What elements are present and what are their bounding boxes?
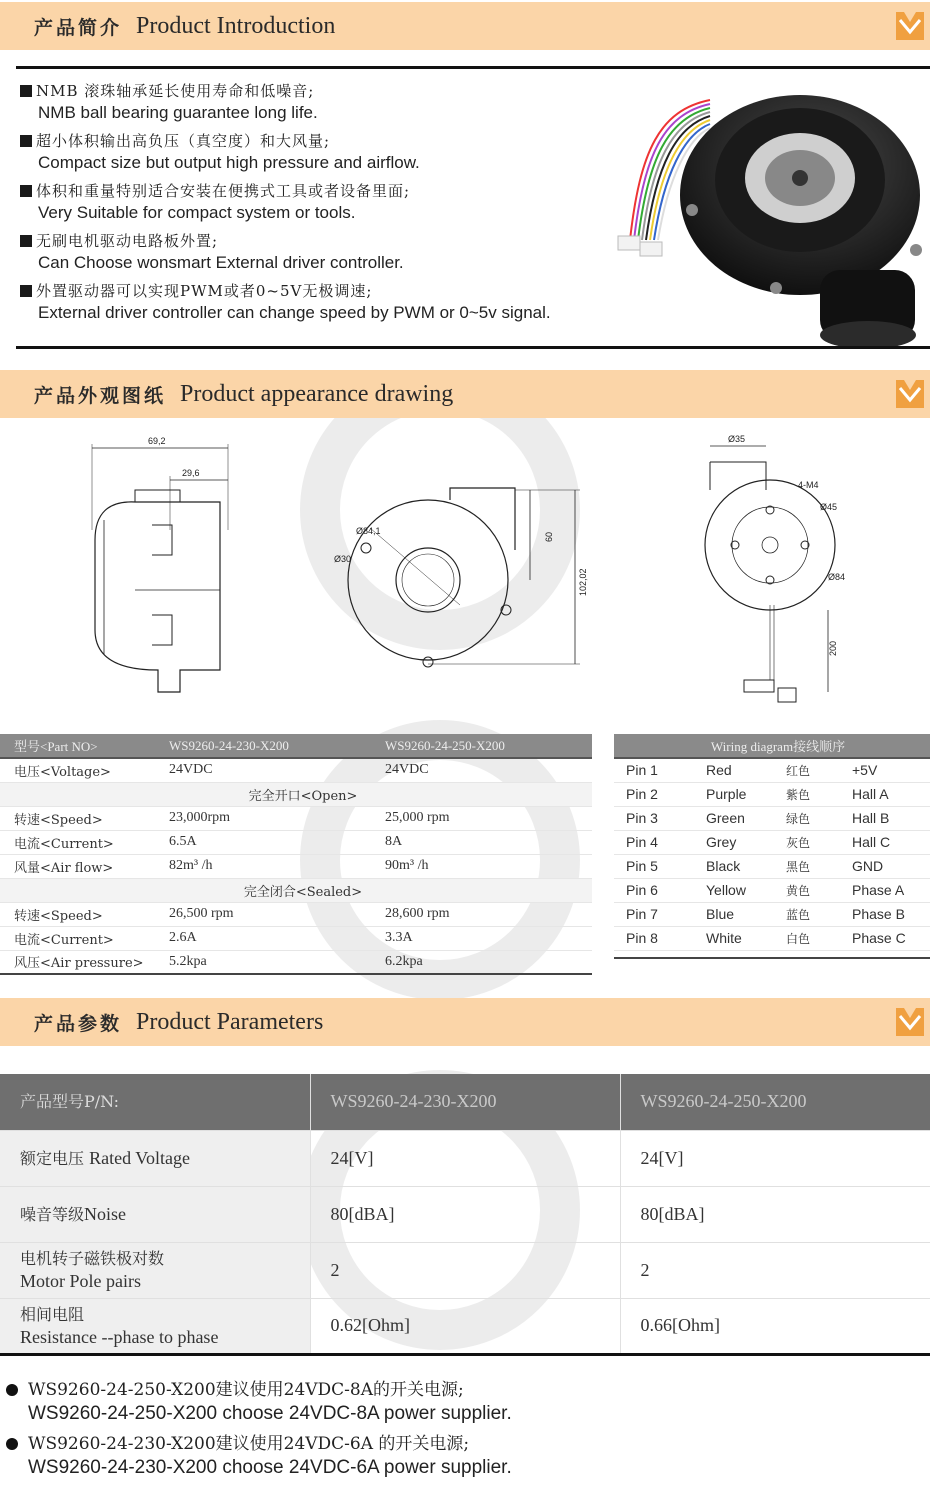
dim-front-d84: Ø84,1 bbox=[356, 526, 381, 536]
note-item bbox=[0, 1378, 930, 1426]
table-row bbox=[0, 854, 592, 878]
feature-list bbox=[20, 80, 660, 330]
row-label: 转速<Speed> bbox=[0, 806, 155, 830]
signal-cell: Phase C bbox=[840, 926, 930, 950]
row-value: 24VDC bbox=[371, 758, 592, 782]
note-item bbox=[0, 1432, 930, 1480]
feature-item bbox=[20, 80, 660, 124]
label-en: Rated Voltage bbox=[89, 1147, 190, 1168]
dim-back-d35: Ø35 bbox=[728, 434, 746, 444]
note-cn: WS9260-24-250-X200建议使用24VDC-8A的开关电源; bbox=[28, 1380, 464, 1400]
table-row bbox=[0, 950, 592, 974]
drawing-title-cn: 产品外观图纸 bbox=[34, 384, 167, 407]
table-row bbox=[614, 854, 930, 878]
table-row bbox=[614, 878, 930, 902]
signal-cell: Hall A bbox=[840, 782, 930, 806]
feature-cn: 超小体积输出高负压（真空度）和大风量; bbox=[20, 130, 660, 152]
dim-side-width: 69,2 bbox=[148, 436, 166, 446]
row-value: 82m³ /h bbox=[155, 854, 371, 878]
pin-cell: Pin 1 bbox=[614, 758, 694, 782]
row-label bbox=[0, 1186, 310, 1242]
pin-cell: Pin 8 bbox=[614, 926, 694, 950]
dim-front-d30: Ø30 bbox=[334, 554, 352, 564]
feature-item bbox=[20, 130, 660, 174]
signal-cell: +5V bbox=[840, 758, 930, 782]
table-row bbox=[0, 806, 592, 830]
side-view-drawing bbox=[80, 430, 250, 710]
row-value: 3.3A bbox=[371, 926, 592, 950]
header-cell: WS9260-24-230-X200 bbox=[155, 734, 371, 758]
table-row bbox=[614, 806, 930, 830]
row-label: 风量<Air flow> bbox=[0, 854, 155, 878]
dim-front-60: 60 bbox=[544, 531, 554, 542]
feature-cn: 体积和重量特别适合安装在便携式工具或者设备里面; bbox=[20, 180, 660, 202]
row-label: 电流<Current> bbox=[0, 926, 155, 950]
row-value: 2 bbox=[620, 1242, 930, 1298]
table-row bbox=[614, 950, 930, 958]
chevron-down-icon bbox=[896, 1008, 924, 1036]
note-en: WS9260-24-250-X200 choose 24VDC-8A power supplier. bbox=[28, 1403, 512, 1424]
table-row bbox=[0, 1242, 930, 1298]
feature-en: External driver controller can change speed by PWM or 0~5v signal. bbox=[38, 303, 551, 322]
drawing-title-en: Product appearance drawing bbox=[180, 380, 454, 407]
table-row bbox=[614, 830, 930, 854]
color-cn-cell: 灰色 bbox=[774, 830, 840, 854]
signal-cell: GND bbox=[840, 854, 930, 878]
feature-cn: 外置驱动器可以实现PWM或者0~5V无极调速; bbox=[20, 280, 660, 302]
feature-en: NMB ball bearing guarantee long life. bbox=[38, 103, 318, 122]
color-cn-cell: 黄色 bbox=[774, 878, 840, 902]
table-row bbox=[0, 830, 592, 854]
signal-cell: Hall C bbox=[840, 830, 930, 854]
row-value: 0.62[Ohm] bbox=[310, 1298, 620, 1354]
blower-product-photo bbox=[600, 60, 930, 350]
color-cn-cell: 黑色 bbox=[774, 854, 840, 878]
feature-en: Can Choose wonsmart External driver controller. bbox=[38, 253, 404, 272]
wiring-header: Wiring diagram接线顺序 bbox=[614, 734, 930, 758]
pin-cell: Pin 3 bbox=[614, 806, 694, 830]
color-cell: Blue bbox=[694, 902, 774, 926]
feature-item bbox=[20, 180, 660, 224]
params-header-band bbox=[0, 998, 930, 1046]
label-cn: 额定电压 bbox=[20, 1148, 85, 1168]
row-value: 80[dBA] bbox=[620, 1186, 930, 1242]
dim-back-lead: 200 bbox=[828, 640, 838, 656]
note-en: WS9260-24-230-X200 choose 24VDC-6A power supplier. bbox=[28, 1457, 512, 1478]
row-value: 25,000 rpm bbox=[371, 806, 592, 830]
pin-cell: Pin 2 bbox=[614, 782, 694, 806]
dim-side-depth: 29,6 bbox=[182, 468, 200, 478]
label-cn: 电机转子磁铁极对数 bbox=[20, 1249, 165, 1268]
header-cell: WS9260-24-230-X200 bbox=[310, 1074, 620, 1130]
pin-cell: Pin 5 bbox=[614, 854, 694, 878]
row-value: 2 bbox=[310, 1242, 620, 1298]
row-value: 2.6A bbox=[155, 926, 371, 950]
pin-cell: Pin 7 bbox=[614, 902, 694, 926]
color-cell: Green bbox=[694, 806, 774, 830]
color-cell: Grey bbox=[694, 830, 774, 854]
table-header-row bbox=[0, 1074, 930, 1130]
dim-back-d45: Ø45 bbox=[820, 502, 838, 512]
row-value: 5.2kpa bbox=[155, 950, 371, 974]
row-label bbox=[0, 1130, 310, 1186]
intro-header-band bbox=[0, 2, 930, 50]
row-value: 24[V] bbox=[620, 1130, 930, 1186]
dim-front-102: 102,02 bbox=[578, 568, 588, 596]
row-value: 26,500 rpm bbox=[155, 902, 371, 926]
label-en: Noise bbox=[84, 1203, 127, 1224]
row-label: 电流<Current> bbox=[0, 830, 155, 854]
color-cell: Black bbox=[694, 854, 774, 878]
feature-item bbox=[20, 280, 660, 324]
row-value: 80[dBA] bbox=[310, 1186, 620, 1242]
signal-cell: Hall B bbox=[840, 806, 930, 830]
label-en: Resistance --phase to phase bbox=[20, 1326, 219, 1347]
chevron-down-icon bbox=[896, 380, 924, 408]
divider bbox=[16, 346, 930, 349]
row-value: 23,000rpm bbox=[155, 806, 371, 830]
label-cn: 相间电阻 bbox=[20, 1304, 85, 1324]
row-value: 6.2kpa bbox=[371, 950, 592, 974]
back-view-drawing bbox=[680, 430, 880, 720]
feature-en: Very Suitable for compact system or tools. bbox=[38, 203, 356, 222]
row-value: 24VDC bbox=[155, 758, 371, 782]
feature-item bbox=[20, 230, 660, 274]
table-section-row bbox=[0, 878, 592, 902]
table-row bbox=[0, 1186, 930, 1242]
section-label: 完全开口<Open> bbox=[0, 782, 592, 806]
row-value: 0.66[Ohm] bbox=[620, 1298, 930, 1354]
row-label: 转速<Speed> bbox=[0, 902, 155, 926]
color-cn-cell: 白色 bbox=[774, 926, 840, 950]
row-value: 90m³ /h bbox=[371, 854, 592, 878]
color-cell: White bbox=[694, 926, 774, 950]
label-en: Motor Pole pairs bbox=[20, 1271, 141, 1291]
row-value: 24[V] bbox=[310, 1130, 620, 1186]
table-header-row bbox=[0, 734, 592, 758]
table-row bbox=[614, 902, 930, 926]
row-label bbox=[0, 1242, 310, 1298]
intro-title-cn: 产品简介 bbox=[34, 16, 123, 39]
color-cell: Purple bbox=[694, 782, 774, 806]
table-row bbox=[614, 758, 930, 782]
table-row bbox=[0, 758, 592, 782]
intro-title-en: Product Introduction bbox=[136, 12, 336, 39]
params-title-en: Product Parameters bbox=[136, 1008, 324, 1035]
section-label: 完全闭合<Sealed> bbox=[0, 878, 592, 902]
color-cn-cell: 红色 bbox=[774, 758, 840, 782]
color-cell: Yellow bbox=[694, 878, 774, 902]
color-cell: Red bbox=[694, 758, 774, 782]
table-row bbox=[614, 926, 930, 950]
chevron-down-icon bbox=[896, 12, 924, 40]
color-cn-cell: 紫色 bbox=[774, 782, 840, 806]
table-section-row bbox=[0, 782, 592, 806]
feature-en: Compact size but output high pressure and airflow. bbox=[38, 153, 420, 172]
row-value: 6.5A bbox=[155, 830, 371, 854]
header-cell: 型号<Part NO> bbox=[0, 734, 155, 758]
row-label: 电压<Voltage> bbox=[0, 758, 155, 782]
table-row bbox=[0, 926, 592, 950]
params-table bbox=[0, 1074, 930, 1356]
note-cn: WS9260-24-230-X200建议使用24VDC-6A 的开关电源; bbox=[28, 1434, 470, 1454]
row-value: 28,600 rpm bbox=[371, 902, 592, 926]
signal-cell: Phase A bbox=[840, 878, 930, 902]
drawing-header-band bbox=[0, 370, 930, 418]
dim-back-m4: 4-M4 bbox=[798, 480, 819, 490]
notes-list bbox=[0, 1378, 930, 1486]
front-view-drawing bbox=[330, 430, 600, 710]
dim-back-d84: Ø84 bbox=[828, 572, 846, 582]
pin-cell: Pin 4 bbox=[614, 830, 694, 854]
header-cell: WS9260-24-250-X200 bbox=[371, 734, 592, 758]
table-row bbox=[0, 902, 592, 926]
table-row bbox=[0, 1298, 930, 1354]
wiring-table bbox=[614, 734, 930, 959]
feature-cn: NMB 滚珠轴承延长使用寿命和低噪音; bbox=[20, 80, 660, 102]
row-label bbox=[0, 1298, 310, 1354]
label-cn: 噪音等级 bbox=[20, 1204, 85, 1224]
header-cell: WS9260-24-250-X200 bbox=[620, 1074, 930, 1130]
table-header-row bbox=[614, 734, 930, 758]
header-cell: 产品型号P/N: bbox=[0, 1074, 310, 1130]
spec-table bbox=[0, 734, 592, 975]
spacer-cell bbox=[614, 950, 930, 958]
row-label: 风压<Air pressure> bbox=[0, 950, 155, 974]
feature-cn: 无刷电机驱动电路板外置; bbox=[20, 230, 660, 252]
color-cn-cell: 绿色 bbox=[774, 806, 840, 830]
signal-cell: Phase B bbox=[840, 902, 930, 926]
params-title-cn: 产品参数 bbox=[34, 1012, 123, 1035]
pin-cell: Pin 6 bbox=[614, 878, 694, 902]
table-row bbox=[0, 1130, 930, 1186]
row-value: 8A bbox=[371, 830, 592, 854]
table-row bbox=[614, 782, 930, 806]
color-cn-cell: 蓝色 bbox=[774, 902, 840, 926]
